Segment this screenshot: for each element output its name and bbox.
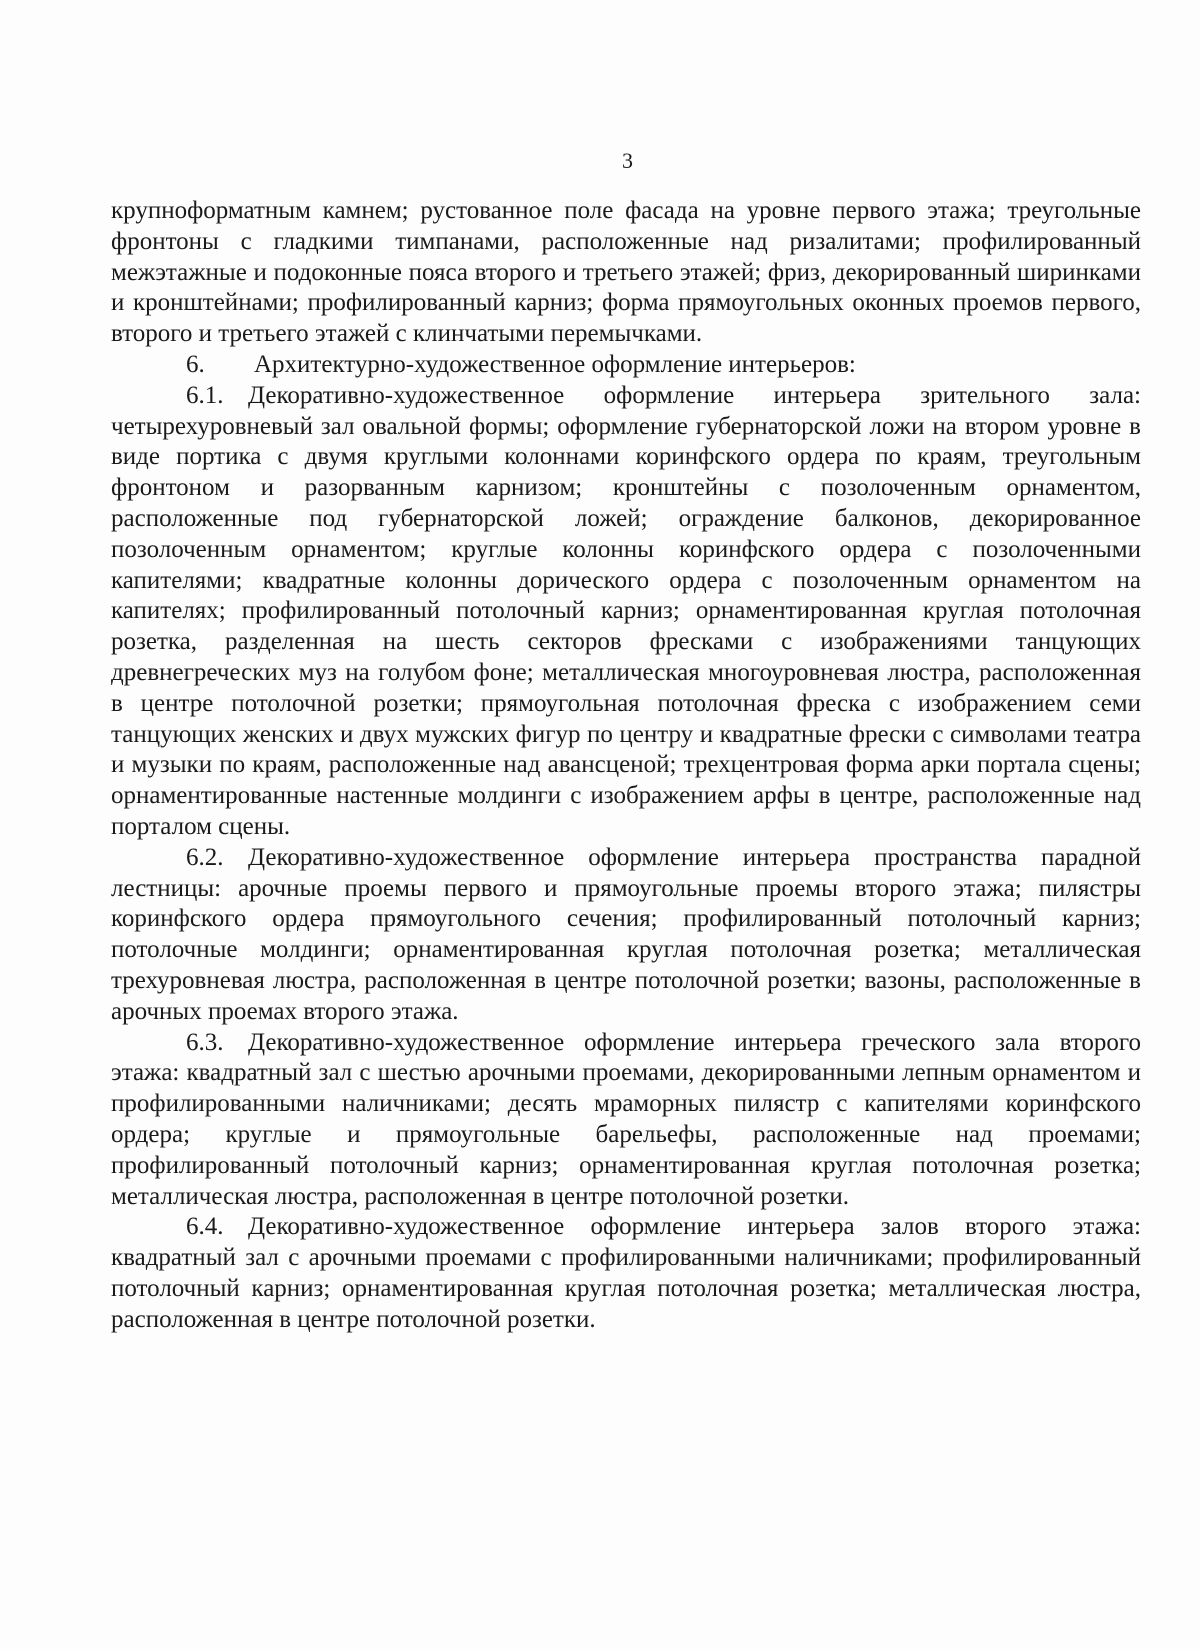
item-paragraph-6-2 <box>111 843 1141 1028</box>
item-text: Декоративно-художественное оформление интерьера залов второго этажа: квадратный зал с арочными проемами с профилированными наличниками; профилированный потолочный карниз; орнаментированная круглая потолочная розетка; металлическая люстра, расположенная в центре потолочной розетки. <box>111 1213 1141 1333</box>
item-number: 6.2. <box>186 843 224 871</box>
item-paragraph-6-1 <box>111 381 1141 843</box>
page-number: 3 <box>622 148 633 173</box>
item-text: Декоративно-художественное оформление интерьера греческого зала второго этажа: квадратный зал с шестью арочными проемами, декорированными лепным орнаментом и профилированными наличниками; десять мраморных пилястр с капителями коринфского ордера; круглые и прямоугольные барельефы, расположенные над проемами; профилированный потолочный карниз; орнаментированная круглая потолочная розетка; металлическая люстра, расположенная в центре потолочной розетки. <box>111 1028 1141 1210</box>
intro-paragraph: крупноформатным камнем; рустованное поле фасада на уровне первого этажа; треугольные фронтоны с гладкими тимпанами, расположенные над ризалитами; профилированный межэтажные и подоконные пояса второго и третьего этажей; фриз, декорированный ширинками и кронштейнами; профилированный карниз; форма прямоугольных оконных проемов первого, второго и третьего этажей с клинчатыми перемычками. <box>111 197 1141 348</box>
item-number: 6.1. <box>186 381 224 409</box>
item-text: Декоративно-художественное оформление интерьера пространства парадной лестницы: арочные проемы первого и прямоугольные проемы второго этажа; пилястры коринфского ордера прямоугольного сечения; профилированный потолочный карниз; потолочные молдинги; орнаментированная круглая потолочная розетка; металлическая трехуровневая люстра, расположенная в центре потолочной розетки; вазоны, расположенные в арочных проемах второго этажа. <box>111 843 1141 1025</box>
section-number: 6. <box>186 350 205 378</box>
item-paragraph-6-4 <box>111 1212 1141 1335</box>
item-paragraph-6-3 <box>111 1028 1141 1213</box>
item-number: 6.3. <box>186 1028 224 1056</box>
section-heading <box>111 350 1141 381</box>
document-body <box>111 196 1141 1335</box>
item-text: Декоративно-художественное оформление интерьера зрительного зала: четырехуровневый зал овальной формы; оформление губернаторской ложи на втором уровне в виде портика с двумя круглыми колоннами коринфского ордера по краям, треугольным фронтоном и разорванным карнизом; кронштейны с позолоченным орнаментом, расположенные под губернаторской ложей; ограждение балконов, декорированное позолоченным орнаментом; круглые колонны коринфского ордера с позолоченными капителями; квадратные колонны дорического ордера с позолоченным орнаментом на капителях; профилированный потолочный карниз; орнаментированная круглая потолочная розетка, разделенная на шесть секторов фресками с изображениями танцующих древнегреческих муз на голубом фоне; металлическая многоуровневая люстра, расположенная в центре потолочной розетки; прямоугольная потолочная фреска с изображением семи танцующих женских и двух мужских фигур по центру и квадратные фрески с символами театра и музыки по краям, расположенные над авансценой; трехцентровая форма арки портала сцены; орнаментированные настенные молдинги с изображением арфы в центре, расположенные над порталом сцены. <box>111 381 1141 840</box>
section-title: Архитектурно-художественное оформление интерьеров: <box>254 350 856 378</box>
item-number: 6.4. <box>186 1213 224 1241</box>
